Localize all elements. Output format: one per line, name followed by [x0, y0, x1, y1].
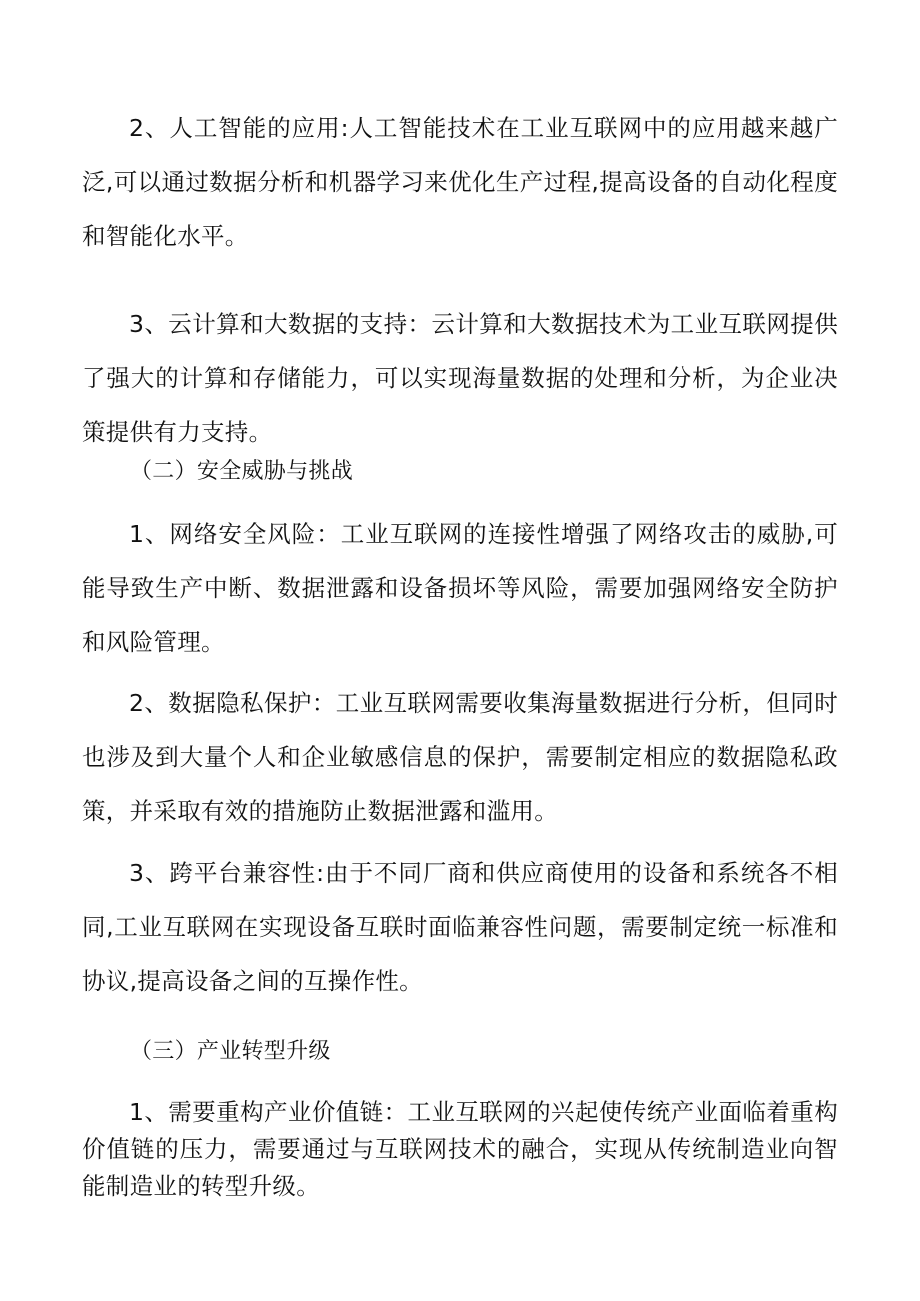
- paragraph-ai-application: 2、人工智能的应用:人工智能技术在工业互联网中的应用越来越广泛,可以通过数据分析和机器学习来优化生产过程,提高设备的自动化程度和智能化水平。: [82, 114, 838, 250]
- section-heading-security: （二）安全威胁与挑战: [130, 459, 354, 484]
- paragraph-value-chain: 1、需要重构产业价值链：工业互联网的兴起使传统产业面临着重构价值链的压力，需要通过与互联网技术的融合，实现从传统制造业向智能制造业的转型升级。: [82, 1098, 838, 1200]
- paragraph-data-privacy: 2、数据隐私保护：工业互联网需要收集海量数据进行分析，但同时也涉及到大量个人和企业敏感信息的保护，需要制定相应的数据隐私政策，并采取有效的措施防止数据泄露和滥用。: [82, 689, 838, 825]
- section-heading-transformation: （三）产业转型升级: [130, 1039, 331, 1064]
- paragraph-cross-platform: 3、跨平台兼容性:由于不同厂商和供应商使用的设备和系统各不相同,工业互联网在实现设备互联时面临兼容性问题，需要制定统一标准和协议,提高设备之间的互操作性。: [82, 859, 838, 995]
- paragraph-network-security: 1、网络安全风险：工业互联网的连接性增强了网络攻击的威胁,可能导致生产中断、数据泄露和设备损坏等风险，需要加强网络安全防护和风险管理。: [82, 520, 838, 656]
- paragraph-cloud-bigdata: 3、云计算和大数据的支持：云计算和大数据技术为工业互联网提供了强大的计算和存储能力，可以实现海量数据的处理和分析，为企业决策提供有力支持。: [82, 310, 838, 446]
